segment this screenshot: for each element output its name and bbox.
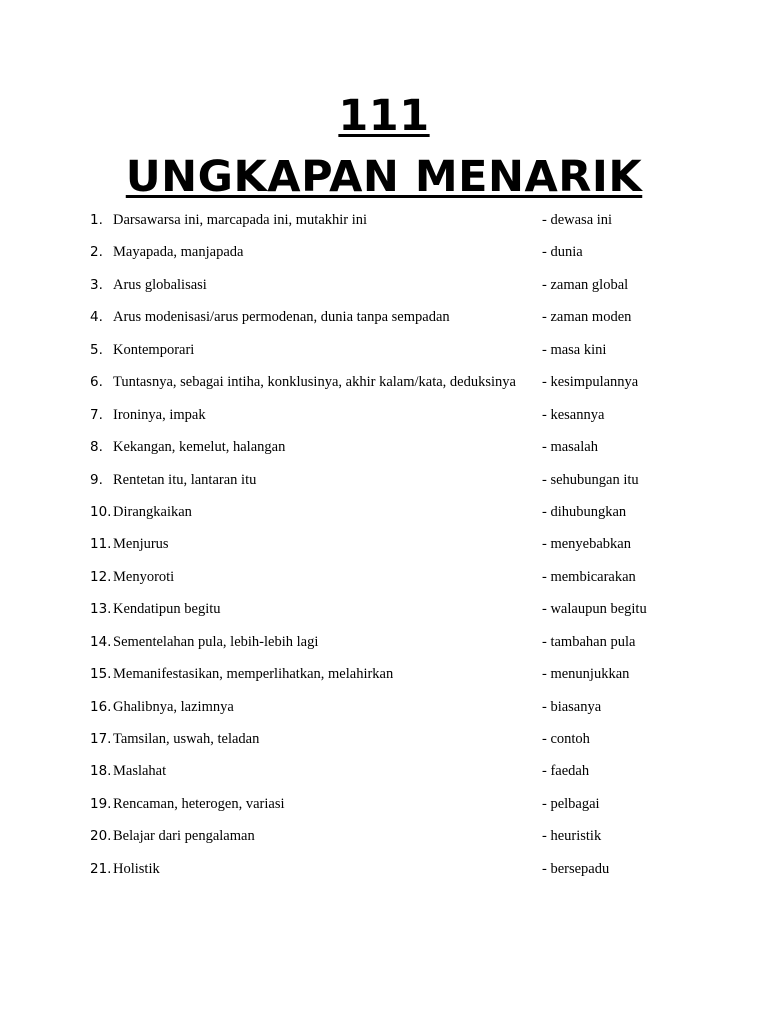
list-item	[0, 399, 768, 431]
item-number: 13.	[90, 601, 112, 618]
item-meaning: - kesannya	[542, 406, 605, 423]
item-meaning: - masalah	[542, 439, 598, 456]
item-meaning: - kesimpulannya	[542, 374, 639, 391]
list-item	[0, 528, 768, 560]
list-item	[0, 853, 768, 885]
item-term: Tamsilan, uswah, teladan	[113, 731, 260, 747]
item-term: Kontemporari	[113, 341, 195, 358]
item-number: 10.	[90, 503, 112, 520]
item-number: 5.	[90, 341, 103, 358]
item-meaning: - walaupun begitu	[542, 601, 647, 618]
list-item	[0, 204, 768, 236]
item-term: Tuntasnya, sebagai intiha, konklusinya, akhir kalam/kata, deduksinya	[113, 374, 516, 391]
item-term: Menyoroti	[113, 568, 175, 585]
item-term: Mayapada, manjapada	[113, 244, 244, 261]
list-item	[0, 561, 768, 593]
title-number: 111	[338, 91, 430, 141]
item-number: 18.	[90, 763, 112, 780]
item-term: Darsawarsa ini, marcapada ini, mutakhir ini	[113, 212, 368, 228]
item-term: Arus modenisasi/arus permodenan, dunia tanpa sempadan	[113, 309, 450, 326]
item-term: Belajar dari pengalaman	[113, 828, 255, 845]
list-item	[0, 691, 768, 723]
item-term: Sementelahan pula, lebih-lebih lagi	[113, 633, 319, 650]
item-meaning: - menyebabkan	[542, 536, 631, 553]
item-meaning: - contoh	[542, 731, 590, 747]
item-term: Holistik	[113, 860, 160, 877]
phrase-list	[0, 204, 768, 885]
item-meaning: - tambahan pula	[542, 633, 636, 650]
item-term: Memanifestasikan, memperlihatkan, melahirkan	[113, 666, 394, 683]
item-meaning: - faedah	[542, 763, 590, 780]
item-meaning: - masa kini	[542, 341, 607, 358]
item-term: Ghalibnya, lazimnya	[113, 698, 234, 715]
item-number: 7.	[90, 406, 103, 423]
item-term: Dirangkaikan	[113, 503, 192, 520]
list-item	[0, 269, 768, 301]
item-meaning: - dunia	[542, 244, 583, 261]
list-item	[0, 658, 768, 690]
item-meaning: - sehubungan itu	[542, 471, 639, 488]
item-term: Arus globalisasi	[113, 276, 207, 293]
item-term: Rentetan itu, lantaran itu	[113, 471, 257, 488]
item-term: Menjurus	[113, 536, 169, 553]
list-item	[0, 626, 768, 658]
list-item	[0, 723, 768, 755]
item-number: 3.	[90, 276, 103, 293]
title-heading: UNGKAPAN MENARIK	[125, 152, 643, 202]
item-number: 15.	[90, 666, 112, 683]
item-number: 16.	[90, 698, 112, 715]
item-term: Kekangan, kemelut, halangan	[113, 439, 286, 456]
item-number: 9.	[90, 471, 103, 488]
item-meaning: - zaman global	[542, 276, 629, 293]
list-item	[0, 788, 768, 820]
item-number: 14.	[90, 633, 112, 650]
item-number: 4.	[90, 309, 103, 326]
item-number: 8.	[90, 439, 103, 456]
list-item	[0, 593, 768, 625]
item-meaning: - dewasa ini	[542, 212, 613, 228]
item-number: 17.	[90, 731, 112, 747]
item-meaning: - zaman moden	[542, 309, 632, 326]
item-term: Rencaman, heterogen, variasi	[113, 795, 285, 812]
item-number: 21.	[90, 860, 112, 877]
item-number: 6.	[90, 374, 103, 391]
item-meaning: - bersepadu	[542, 860, 610, 877]
item-number: 2.	[90, 244, 103, 261]
item-term: Kendatipun begitu	[113, 601, 221, 618]
list-item	[0, 755, 768, 787]
item-number: 12.	[90, 568, 112, 585]
list-item	[0, 464, 768, 496]
item-term: Maslahat	[113, 763, 167, 780]
list-item	[0, 236, 768, 268]
item-number: 11.	[90, 536, 112, 553]
item-meaning: - biasanya	[542, 698, 602, 715]
item-number: 19.	[90, 795, 112, 812]
item-meaning: - pelbagai	[542, 795, 600, 812]
item-term: Ironinya, impak	[113, 406, 206, 423]
item-meaning: - dihubungkan	[542, 503, 627, 520]
item-meaning: - menunjukkan	[542, 666, 630, 683]
list-item	[0, 820, 768, 852]
item-meaning: - membicarakan	[542, 568, 636, 585]
list-item	[0, 431, 768, 463]
item-number: 1.	[90, 212, 103, 228]
list-item	[0, 334, 768, 366]
list-item	[0, 496, 768, 528]
item-meaning: - heuristik	[542, 828, 602, 845]
item-number: 20.	[90, 828, 112, 845]
list-item	[0, 301, 768, 333]
list-item	[0, 366, 768, 398]
